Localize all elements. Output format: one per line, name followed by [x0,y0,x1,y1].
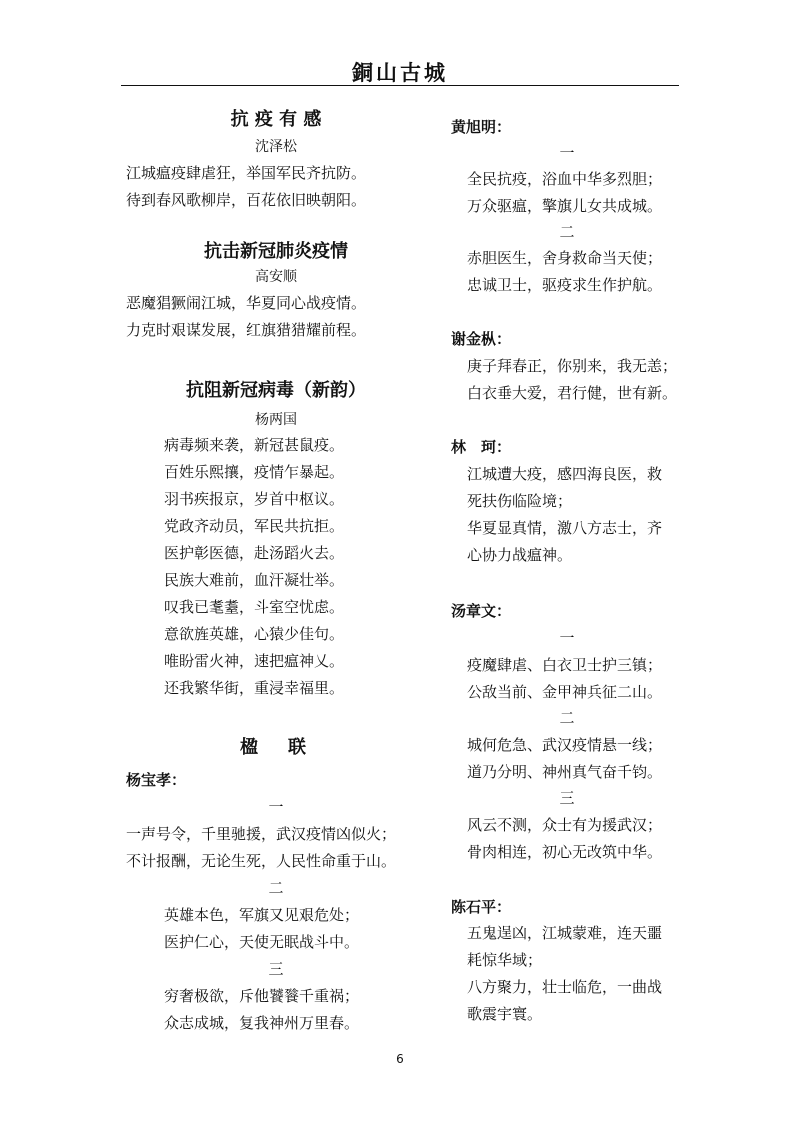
couplet-line: 骨肉相连，初心无改筑中华。 [467,843,663,861]
couplet-line: 一声号令，千里驰援，武汉疫情凶似火； [126,825,397,843]
couplet-line: 英雄本色，军旗又见艰危处； [164,906,360,924]
couplet-line: 江城遭大疫，感四海良医，救 [467,465,663,483]
couplet-line: 五鬼逞凶，江城蒙难，连天噩 [467,924,663,942]
couplet-number: 三 [268,960,284,978]
poem-line: 叹我已耄耋，斗室空忧虑。 [164,598,345,616]
poem-line: 待到春风歌柳岸，百花依旧映朝阳。 [126,191,367,209]
page-number: 6 [396,1052,404,1066]
couplet-number: 二 [559,223,575,241]
couplet-line: 万众驱瘟，擎旗儿女共成城。 [467,197,663,215]
couplet-number: 一 [268,798,284,816]
poem-title: 抗 疫 有 感 [230,109,322,130]
author-name: 林 珂： [451,438,512,456]
running-header-title: 銅山古城 [352,60,448,85]
couplet-line: 城何危急、武汉疫情悬一线； [467,736,663,754]
poem-line: 江城瘟疫肆虐狂，举国军民齐抗防。 [126,164,367,182]
couplet-line: 疫魔肆虐、白衣卫士护三镇； [467,656,663,674]
poem-author: 沈泽松 [255,139,297,155]
couplet-line: 道乃分明、神州真气奋千钧。 [467,763,663,781]
author-name: 陈石平： [451,898,512,916]
couplet-line: 白衣垂大爱，君行健，世有新。 [467,384,678,402]
poem-line: 党政齐动员，军民共抗拒。 [164,517,345,535]
poem-title: 抗阻新冠病毒（新韵） [186,380,366,401]
poem-line: 唯盼雷火神，速把瘟神乂。 [164,652,345,670]
poem-line: 还我繁华街，重浸幸福里。 [164,679,345,697]
poem-title: 抗击新冠肺炎疫情 [204,241,348,262]
author-name: 黄旭明： [451,118,512,136]
couplet-number: 二 [559,709,575,727]
poem-author: 杨两国 [255,412,297,428]
couplet-line: 忠诚卫士，驱疫求生作护航。 [467,276,663,294]
poem-line: 羽书疾报京，岁首中枢议。 [164,490,345,508]
couplet-number: 一 [559,144,575,162]
couplet-line: 八方聚力，壮士临危，一曲战 [467,978,663,996]
couplet-line: 风云不测，众士有为援武汉； [467,816,663,834]
author-name: 汤章文： [451,602,512,620]
couplet-number: 一 [559,629,575,647]
poem-line: 意欲旌英雄，心猿少佳句。 [164,625,345,643]
poem-line: 恶魔猖獗闹江城，华夏同心战疫情。 [126,294,367,312]
couplet-line: 华夏显真情，激八方志士，齐 [467,519,663,537]
couplet-line: 穷奢极欲，斥他饕餮千重祸； [164,987,360,1005]
couplet-number: 三 [559,789,575,807]
poem-line: 百姓乐熙攘，疫情乍暴起。 [164,463,345,481]
couplet-line: 歌震宇寰。 [467,1005,543,1023]
poem-line: 医护彰医德，赴汤蹈火去。 [164,544,345,562]
couplet-line: 公敌当前、金甲神兵征二山。 [467,683,663,701]
couplet-line: 庚子拜春正，你别来，我无恙； [467,357,678,375]
author-name: 杨宝孝： [126,771,187,789]
couplet-line: 赤胆医生，舍身救命当天使； [467,249,663,267]
couplet-line: 死扶伤临险境； [467,492,573,510]
couplet-line: 众志成城，复我神州万里春。 [164,1014,360,1032]
poem-line: 病毒频来袭，新冠甚鼠疫。 [164,436,345,454]
header-rule [121,85,679,86]
couplet-line: 耗惊华域； [467,951,543,969]
author-name: 谢金枞： [451,330,512,348]
poem-line: 力克时艰谋发展，红旗猎猎耀前程。 [126,321,367,339]
couplet-line: 医护仁心，天使无眠战斗中。 [164,933,360,951]
poem-line: 民族大难前，血汗凝壮举。 [164,571,345,589]
couplet-number: 二 [268,879,284,897]
poem-author: 高安顺 [255,269,297,285]
section-title: 楹 联 [240,737,312,758]
couplet-line: 不计报酬，无论生死，人民性命重于山。 [126,852,397,870]
couplet-line: 全民抗疫，浴血中华多烈胆； [467,170,663,188]
couplet-line: 心协力战瘟神。 [467,546,573,564]
